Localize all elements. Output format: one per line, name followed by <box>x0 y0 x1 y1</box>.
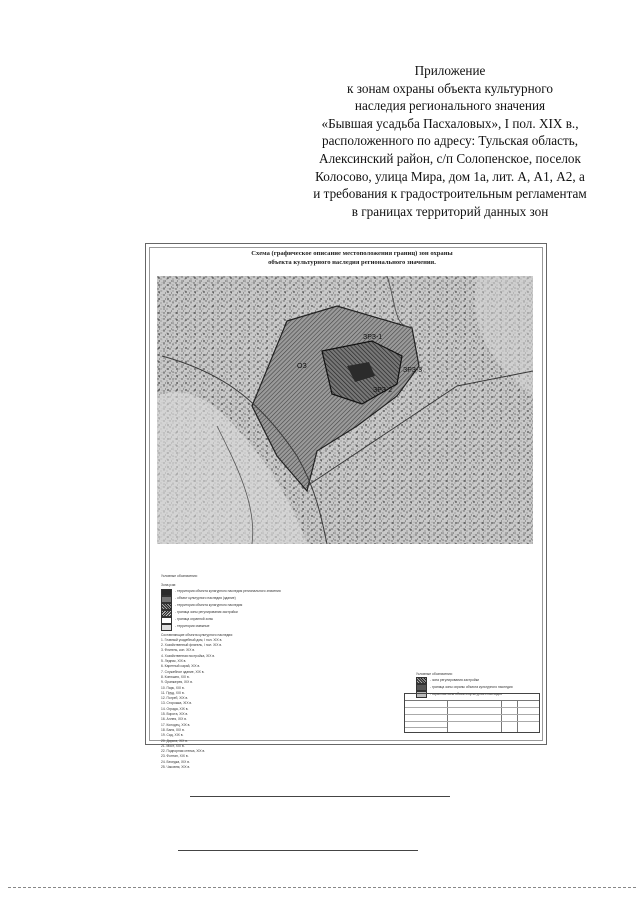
object-item: 22. Подпорная стенка, XIX в. <box>161 749 206 754</box>
right-legend-item: - граница зоны охраны объекта культурного наследия <box>416 684 546 691</box>
object-item: 11. Пруд, XIX в. <box>161 690 185 695</box>
legend-swatch <box>161 596 172 603</box>
object-item: 24. Беседка, XIX в. <box>161 759 190 764</box>
legend-swatch <box>416 677 427 684</box>
zone-label: ЗРЗ-2 <box>373 387 393 394</box>
legend-swatch <box>161 603 172 610</box>
legend-heading: Зона рзм: <box>161 583 176 588</box>
object-item: 18. Баня, XIX в. <box>161 727 185 732</box>
header-line: Колосово, улица Мира, дом 1а, лит. А, А1, А2, а <box>315 168 585 184</box>
object-item: 19. Сад, XIX в. <box>161 733 184 738</box>
title-block <box>404 693 540 733</box>
legend-swatch <box>416 684 427 691</box>
zone-label: ЗРЗ-3 <box>403 367 423 374</box>
title-block-top <box>405 694 539 701</box>
legend-scale-note: Условные обозначения: <box>161 574 198 578</box>
legend-swatch <box>161 589 172 596</box>
object-item: 14. Ограда, XIX в. <box>161 706 189 711</box>
legend-item: - территория объекта культурного наследия регионального значения <box>161 589 351 596</box>
objects-heading: Составляющие объекта культурного наследия: <box>161 632 233 637</box>
object-item: 20. Дорога, XIX в. <box>161 738 188 743</box>
map-legend <box>161 574 351 770</box>
legend-item: - территории смежные <box>161 624 351 631</box>
zone-map <box>157 276 533 544</box>
legend-item: - территория объекта культурного наследия <box>161 603 351 610</box>
map-title-line: Схема (графическое описание местоположения границ) зон охраны <box>251 250 453 257</box>
header-line: наследия регионального значения <box>354 98 546 114</box>
object-item: 5. Ледник, XIX в. <box>161 659 187 664</box>
header-line: к зонам охраны объекта культурного <box>347 80 553 96</box>
legend-swatch <box>161 617 172 624</box>
map-sheet <box>145 243 547 770</box>
object-item: 23. Фонтан, XIX в. <box>161 754 189 759</box>
appendix-header <box>270 62 630 220</box>
object-item: 7. Служебное здание, XIX в. <box>161 669 205 674</box>
separator-line <box>178 850 418 851</box>
header-line: Алексинский район, с/п Солопенское, поселок <box>319 150 581 166</box>
legend-item: - граница зоны регулирования застройки <box>161 610 351 617</box>
legend-item: - граница охранной зоны <box>161 617 351 624</box>
object-item: 4. Хозяйственная постройка, XIX в. <box>161 653 216 658</box>
separator-line <box>190 796 450 797</box>
object-item: 1. Главный усадебный дом, I пол. XIX в. <box>161 637 223 642</box>
header-line: расположенного по адресу: Тульская область, <box>321 133 579 149</box>
header-line: Приложение <box>414 63 486 78</box>
objects-list <box>161 633 351 771</box>
object-item: 16. Аллея, XIX в. <box>161 717 187 722</box>
header-line: в границах территорий данных зон <box>351 203 549 219</box>
right-legend-item: - зона регулирования застройки <box>416 677 546 684</box>
scan-edge-line <box>8 887 636 888</box>
map-sheet-title <box>162 249 542 267</box>
object-item: 12. Погреб, XIX в. <box>161 696 189 701</box>
header-line: и требования к градостроительным регламентам <box>313 186 587 202</box>
object-item: 6. Каретный сарай, XIX в. <box>161 664 201 669</box>
legend-swatch <box>161 624 172 631</box>
zone-label: ОЗ <box>297 363 307 370</box>
right-legend-heading: Условные обозначения: <box>416 672 453 676</box>
legend-item: - объект культурного наследия (здание) <box>161 596 351 603</box>
right-legend-item: - охранная зона объекта культурного наследия <box>416 691 546 698</box>
objects-items <box>161 638 351 770</box>
map-title-line: объекта культурного наследия регионального значения. <box>268 259 436 266</box>
object-item: 15. Ворота, XIX в. <box>161 712 189 717</box>
object-item: 10. Парк, XIX в. <box>161 685 185 690</box>
object-item: 17. Колодец, XIX в. <box>161 722 191 727</box>
object-item: 9. Оранжерея, XIX в. <box>161 680 193 685</box>
object-item: 3. Флигель, кон. XIX в. <box>161 648 196 653</box>
legend-swatch <box>161 610 172 617</box>
object-item: 8. Конюшня, XIX в. <box>161 674 190 679</box>
object-item: 2. Хозяйственный флигель, I пол. XIX в. <box>161 643 223 648</box>
header-line: «Бывшая усадьба Пасхаловых», I пол. XIX в., <box>321 115 579 131</box>
object-item: 25. Часовня, XIX в. <box>161 765 191 770</box>
object-item: 21. Мост, XIX в. <box>161 743 185 748</box>
object-item: 13. Сторожка, XIX в. <box>161 701 193 706</box>
zone-label: ЗРЗ-1 <box>363 334 383 341</box>
